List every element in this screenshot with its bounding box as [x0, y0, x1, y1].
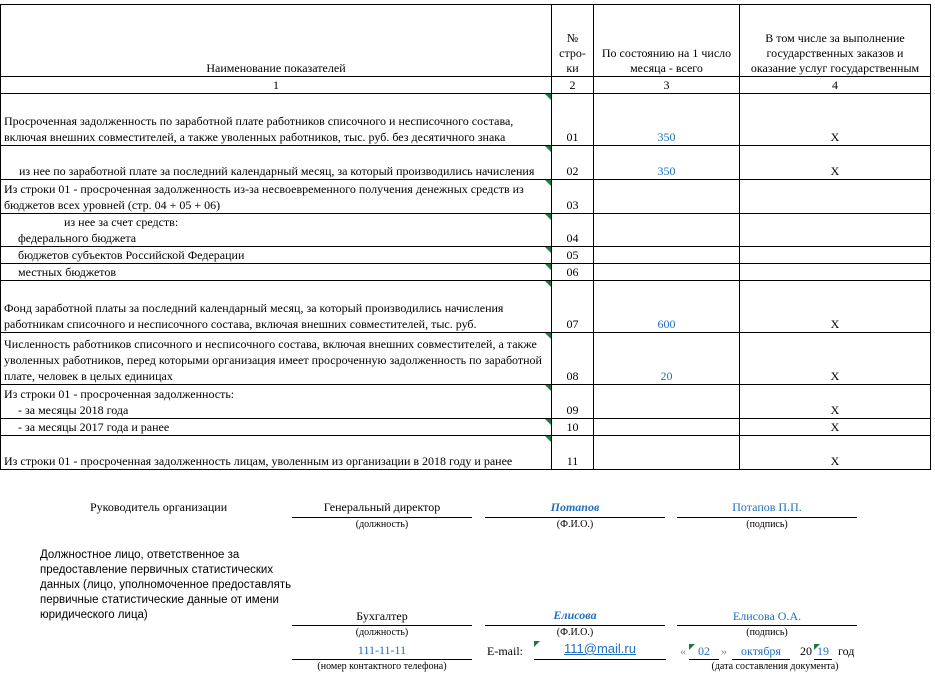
table-row	[1, 281, 931, 333]
row-total-cell[interactable]	[594, 419, 740, 436]
date-quote-close: »	[721, 644, 727, 658]
date-day-field[interactable]: 02	[689, 644, 719, 659]
comment-marker	[545, 180, 551, 186]
row-line-number: 10	[552, 419, 594, 436]
row-line-number: 04	[552, 214, 594, 247]
header-col-number: 1	[1, 77, 552, 94]
row-label: - за месяцы 2017 года и ранее	[1, 419, 552, 436]
row-line-number: 11	[552, 436, 594, 470]
comment-marker	[545, 333, 551, 339]
row-total-cell[interactable]: 350	[594, 94, 740, 146]
head-position-field[interactable]: Генеральный директор	[323, 500, 441, 514]
table-row	[1, 247, 931, 264]
row-state-cell[interactable]: X	[740, 436, 931, 470]
row-state-cell[interactable]	[740, 180, 931, 214]
official-name-field[interactable]: Елисова	[553, 608, 597, 622]
date-year-field[interactable]: 19	[814, 644, 832, 659]
head-name-field[interactable]: Потапов	[550, 500, 600, 514]
comment-marker	[545, 247, 551, 253]
table-row	[1, 214, 931, 247]
row-state-cell[interactable]: X	[740, 333, 931, 385]
row-line-number: 06	[552, 264, 594, 281]
row-line-number: 07	[552, 281, 594, 333]
row-label: Из строки 01 - просроченная задолженность лицам, уволенным из организации в 2018 году и ранее	[1, 436, 552, 470]
row-line-number: 01	[552, 94, 594, 146]
header-col-number: 4	[740, 77, 931, 94]
table-row	[1, 264, 931, 281]
date-year-word: год	[838, 644, 855, 658]
official-signature-field[interactable]: Елисова О.А.	[732, 609, 802, 623]
row-label: бюджетов субъектов Российской Федерации	[1, 247, 552, 264]
row-state-cell[interactable]	[740, 214, 931, 247]
table-row	[1, 180, 931, 214]
row-state-cell[interactable]: X	[740, 94, 931, 146]
date-year-prefix: 20	[800, 644, 812, 658]
header-total: По состоянию на 1 число месяца - всего	[594, 5, 740, 77]
row-total-cell[interactable]	[594, 180, 740, 214]
row-total-cell[interactable]: 600	[594, 281, 740, 333]
comment-marker	[545, 146, 551, 152]
sign-caption: (подпись)	[746, 519, 788, 530]
comment-marker	[545, 264, 551, 270]
comment-marker	[545, 385, 551, 391]
table-row	[1, 436, 931, 470]
date-month-field[interactable]: октября	[741, 644, 781, 658]
row-state-cell[interactable]	[740, 264, 931, 281]
comment-marker	[814, 644, 820, 650]
email-link[interactable]: 111@mail.ru	[564, 641, 636, 656]
comment-marker	[689, 644, 695, 650]
comment-marker	[534, 641, 540, 647]
date-quote-open: «	[680, 644, 686, 658]
comment-marker	[545, 436, 551, 442]
position-caption: (должность)	[355, 519, 409, 530]
row-state-cell[interactable]: X	[740, 419, 931, 436]
table-row	[1, 419, 931, 436]
table-row	[1, 333, 931, 385]
date-caption: (дата составления документа)	[711, 661, 839, 672]
row-total-cell[interactable]: 350	[594, 146, 740, 180]
row-label: Фонд заработной платы за последний календарный месяц, за который производились начисления работникам списочного и несписочного состава, включая внешних совместителей, тыс. руб.	[1, 281, 552, 333]
table-row	[1, 146, 931, 180]
row-label: из нее по заработной плате за последний календарный месяц, за который производились начисления	[1, 146, 552, 180]
email-field[interactable]	[534, 641, 666, 657]
row-state-cell[interactable]	[740, 247, 931, 264]
header-col-number: 3	[594, 77, 740, 94]
official-position-field[interactable]: Бухгалтер	[356, 609, 408, 623]
header-indicator-name: Наименование показателей	[1, 5, 552, 77]
row-line-number: 08	[552, 333, 594, 385]
row-label: местных бюджетов	[1, 264, 552, 281]
row-line-number: 03	[552, 180, 594, 214]
row-total-cell[interactable]	[594, 264, 740, 281]
position-caption: (должность)	[355, 627, 409, 638]
row-label: из нее за счет средств: федерального бюджета	[1, 214, 552, 247]
phone-field[interactable]: 111-11-11	[357, 643, 407, 657]
row-line-number: 09	[552, 385, 594, 419]
phone-caption: (номер контактного телефона)	[317, 661, 447, 672]
table-row	[1, 385, 931, 419]
row-state-cell[interactable]: X	[740, 385, 931, 419]
head-label: Руководитель организации	[90, 500, 228, 514]
row-line-number: 02	[552, 146, 594, 180]
head-signature-field[interactable]: Потапов П.П.	[732, 500, 802, 514]
comment-marker	[545, 419, 551, 425]
row-label: Численность работников списочного и несписочного состава, включая внешних совместителей, а также уволенных работников, перед которыми организация имеет просроченную задолженность по заработной плате, человек в целых единицах	[1, 333, 552, 385]
table-row	[1, 94, 931, 146]
comment-marker	[545, 281, 551, 287]
row-total-cell[interactable]: 20	[594, 333, 740, 385]
row-total-cell[interactable]	[594, 436, 740, 470]
header-line-number: № стро-ки	[552, 5, 594, 77]
sign-caption: (подпись)	[746, 627, 788, 638]
row-state-cell[interactable]: X	[740, 146, 931, 180]
row-label: Просроченная задолженность по заработной плате работников списочного и несписочного состава, включая внешних совместителей, а также уволенных работников, тыс. руб. без десятичного знака	[1, 94, 552, 146]
header-state-orders: В том числе за выполнение государственных заказов и оказание услуг государственным	[740, 5, 931, 77]
fio-caption: (Ф.И.О.)	[556, 627, 594, 638]
row-total-cell[interactable]	[594, 214, 740, 247]
header-col-number: 2	[552, 77, 594, 94]
comment-marker	[545, 214, 551, 220]
email-label: E-mail:	[487, 644, 523, 658]
row-label: Из строки 01 - просроченная задолженность из-за несвоевременного получения денежных средств из бюджетов всех уровней (стр. 04 + 05 + 06)	[1, 180, 552, 214]
row-label: Из строки 01 - просроченная задолженность: - за месяцы 2018 года	[1, 385, 552, 419]
row-total-cell[interactable]	[594, 385, 740, 419]
fio-caption: (Ф.И.О.)	[556, 519, 594, 530]
report-table	[0, 4, 931, 470]
row-line-number: 05	[552, 247, 594, 264]
official-label: Должностное лицо, ответственное за предоставление первичных статистических данных (лицо, уполномоченное предоставлять первичные статистические данные от имени юридического лица)	[40, 549, 292, 621]
comment-marker	[545, 94, 551, 100]
row-total-cell[interactable]	[594, 247, 740, 264]
row-state-cell[interactable]: X	[740, 281, 931, 333]
